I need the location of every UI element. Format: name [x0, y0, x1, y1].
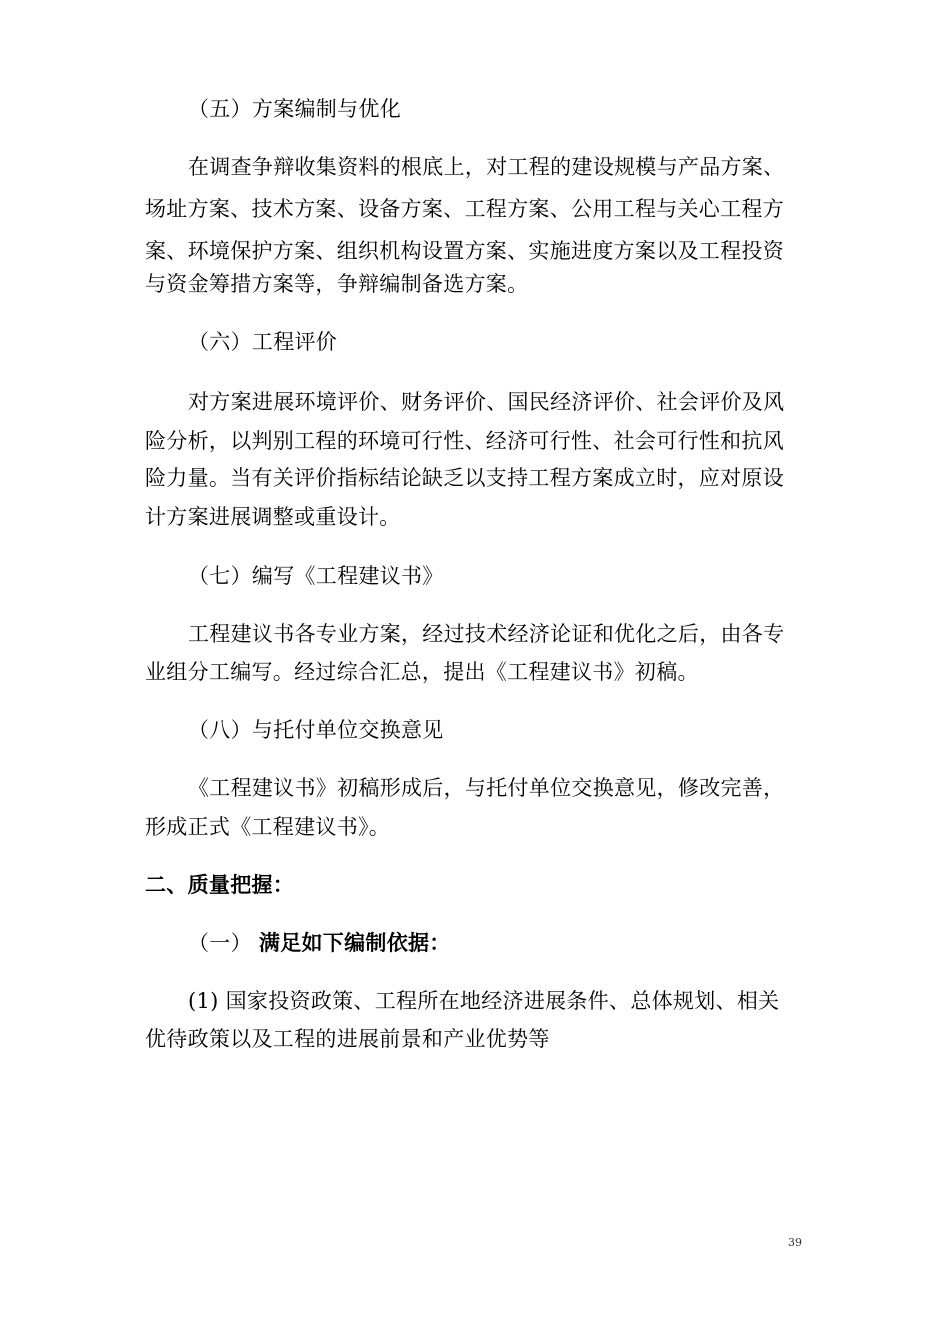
section-heading-eight: （八）与托付单位交换意见	[188, 718, 444, 742]
paragraph-line: 险力量。当有关评价指标结论缺乏以支持工程方案成立时，应对原设	[145, 466, 784, 490]
paragraph-line: 工程建议书各专业方案，经过技术经济论证和优化之后，由各专	[188, 622, 785, 646]
paragraph-line: 场址方案、技术方案、设备方案、工程方案、公用工程与关心工程方	[145, 197, 784, 221]
subsection-heading-one	[188, 929, 451, 957]
paragraph-line: 业组分工编写。经过综合汇总，提出《工程建议书》初稿。	[145, 660, 699, 684]
subsection-number: （一）	[188, 931, 252, 955]
paragraph-line: 《工程建议书》初稿形成后，与托付单位交换意见，修改完善，	[188, 776, 785, 800]
section-heading-seven: （七）编写《工程建议书》	[188, 564, 444, 588]
quality-control-heading: 二、质量把握：	[145, 872, 295, 897]
paragraph-line: 案、环境保护方案、组织机构设置方案、实施进度方案以及工程投资	[145, 239, 784, 263]
paragraph-line: 对方案进展环境评价、财务评价、国民经济评价、社会评价及风	[188, 390, 785, 414]
paragraph-line: 计方案进展调整或重设计。	[145, 505, 401, 529]
paragraph-line: 在调查争辩收集资料的根底上，对工程的建设规模与产品方案、	[188, 155, 785, 179]
paragraph-line: 险分析，以判别工程的环境可行性、经济可行性、社会可行性和抗风	[145, 429, 784, 453]
paragraph-line: 形成正式《工程建议书》。	[145, 815, 391, 839]
paragraph-line: 与资金筹措方案等，争辩编制备选方案。	[145, 272, 529, 296]
subsection-title: 满足如下编制依据：	[258, 930, 451, 955]
paragraph-line: 优待政策以及工程的进展前景和产业优势等	[145, 1027, 550, 1051]
section-heading-five: （五）方案编制与优化	[188, 97, 401, 121]
paragraph-line: (1) 国家投资政策、工程所在地经济进展条件、总体规划、相关	[188, 989, 780, 1013]
page-number: 39	[788, 1236, 802, 1249]
section-heading-six: （六）工程评价	[188, 330, 338, 354]
